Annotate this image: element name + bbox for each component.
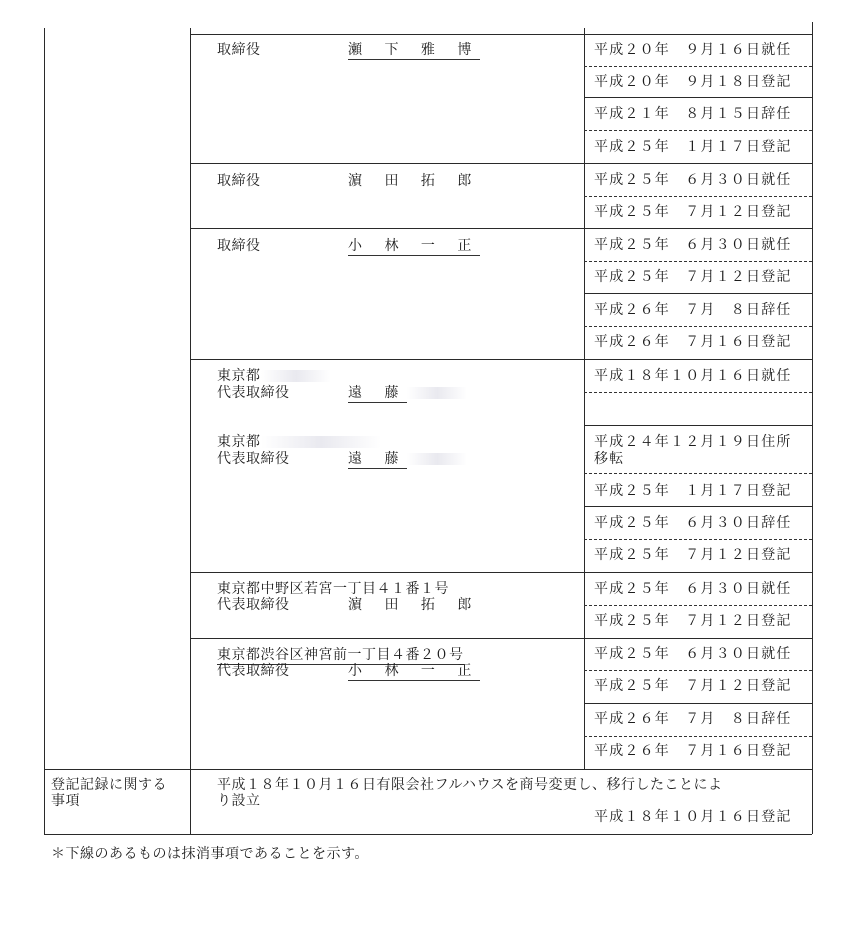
column-divider-date: [584, 28, 585, 770]
officer-name: 濵 田 拓 郎: [348, 597, 481, 613]
date-entry: 平成２６年 ７月 ８日辞任: [594, 302, 792, 318]
date-entry: 平成２４年１２月１９日住所: [594, 434, 792, 450]
date-entry: 平成１８年１０月１６日就任: [594, 368, 792, 384]
record-label: 事項: [51, 793, 80, 809]
date-cell-separator: [584, 97, 812, 98]
date-entry: 平成２５年 ６月３０日就任: [594, 237, 792, 253]
table-left-border: [44, 28, 45, 834]
redacted-area: [407, 453, 467, 465]
officer-role: 代表取締役: [217, 663, 290, 679]
dashed-separator: [584, 261, 812, 262]
row-separator: [190, 638, 812, 639]
dashed-separator: [584, 736, 812, 737]
officer-address: 東京都: [217, 368, 331, 384]
date-entry: 平成２５年 ７月１２日登記: [594, 613, 792, 629]
dashed-separator: [584, 605, 812, 606]
date-entry: 平成２６年 ７月 ８日辞任: [594, 711, 792, 727]
date-entry: 平成２５年 ７月１２日登記: [594, 269, 792, 285]
officer-name: 遠 藤: [348, 385, 467, 401]
record-label: 登記記録に関する: [51, 777, 167, 793]
date-entry: 平成２５年 １月１７日登記: [594, 483, 792, 499]
date-entry: 平成２５年 １月１７日登記: [594, 139, 792, 155]
dashed-separator: [584, 670, 812, 671]
date-cell-separator: [584, 293, 812, 294]
officer-name: 瀬 下 雅 博: [348, 42, 481, 58]
header-divider: [190, 34, 812, 35]
date-entry: 平成２１年 ８月１５日辞任: [594, 106, 792, 122]
dashed-separator: [584, 196, 812, 197]
column-divider-label: [190, 28, 191, 834]
date-cell-separator: [584, 425, 812, 426]
date-entry: 平成２５年 ６月３０日就任: [594, 172, 792, 188]
date-entry: 平成２５年 ７月１２日登記: [594, 204, 792, 220]
officer-address: 東京都: [217, 434, 381, 450]
officer-role: 代表取締役: [217, 451, 290, 467]
record-text: 平成１８年１０月１６日有限会社フルハウスを商号変更し、移行したことによ: [217, 777, 723, 793]
date-entry: 平成２０年 ９月１８日登記: [594, 74, 792, 90]
table-right-border: [812, 22, 813, 834]
redacted-area: [407, 387, 467, 399]
dashed-separator: [584, 473, 812, 474]
officer-name: 小 林 一 正: [348, 663, 481, 679]
redacted-area: [261, 436, 381, 448]
officer-role: 代表取締役: [217, 385, 290, 401]
row-separator: [190, 572, 812, 573]
date-entry: 平成２５年 ７月１２日登記: [594, 547, 792, 563]
date-entry: 平成２５年 ６月３０日就任: [594, 646, 792, 662]
redacted-area: [261, 370, 331, 382]
date-entry: 平成２０年 ９月１６日就任: [594, 42, 792, 58]
officer-name: 濵 田 拓 郎: [348, 173, 481, 189]
officer-address: 東京都中野区若宮一丁目４１番１号: [217, 581, 449, 597]
dashed-separator: [584, 392, 812, 393]
dashed-separator: [584, 130, 812, 131]
date-entry: 平成２５年 ６月３０日辞任: [594, 515, 792, 531]
officer-role: 取締役: [217, 238, 261, 254]
row-separator: [190, 359, 812, 360]
officer-name: 遠 藤: [348, 451, 467, 467]
date-entry: 平成２６年 ７月１６日登記: [594, 743, 792, 759]
date-cell-separator: [584, 703, 812, 704]
row-separator: [190, 228, 812, 229]
officer-role: 代表取締役: [217, 597, 290, 613]
date-entry: 移転: [594, 451, 625, 467]
row-separator: [44, 769, 812, 770]
footnote: ＊下線のあるものは抹消事項であることを示す。: [51, 846, 369, 862]
date-entry: 平成２５年 ７月１２日登記: [594, 678, 792, 694]
record-text: り設立: [217, 793, 261, 809]
date-entry: 平成２６年 ７月１６日登記: [594, 334, 792, 350]
table-bottom-border: [44, 834, 812, 835]
officer-name: 小 林 一 正: [348, 238, 481, 254]
date-cell-separator: [584, 506, 812, 507]
dashed-separator: [584, 66, 812, 67]
dashed-separator: [584, 539, 812, 540]
row-separator: [190, 163, 812, 164]
date-entry: 平成２５年 ６月３０日就任: [594, 581, 792, 597]
dashed-separator: [584, 326, 812, 327]
officer-role: 取締役: [217, 173, 261, 189]
record-date: 平成１８年１０月１６日登記: [594, 809, 792, 825]
officer-address: 東京都渋谷区神宮前一丁目４番２０号: [217, 647, 464, 663]
officer-role: 取締役: [217, 42, 261, 58]
